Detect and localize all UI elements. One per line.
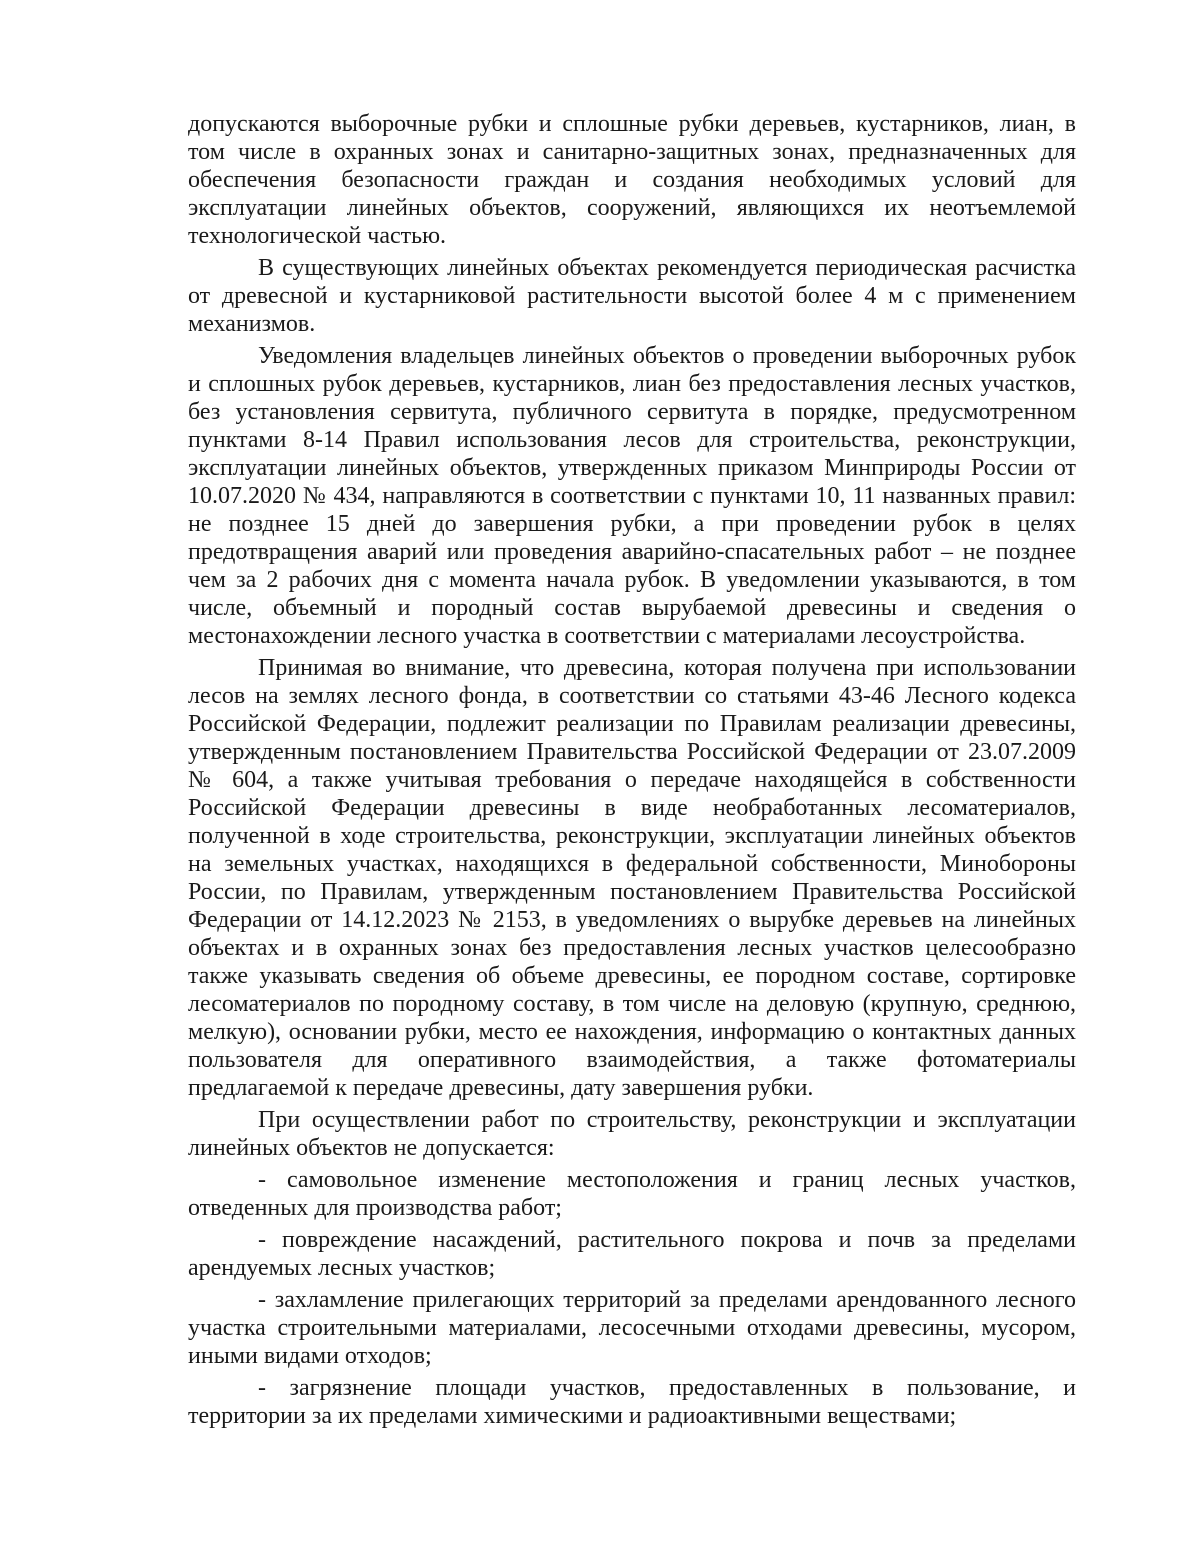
- list-item-littering: - захламление прилегающих территорий за пределами арендованного лесного участка строительными материалами, лесосечными отходами древесины, мусором, иными видами отходов;: [188, 1287, 1076, 1369]
- document-page: [188, 110, 1076, 1434]
- list-item-boundary-change: - самовольное изменение местоположения и границ лесных участков, отведенных для производства работ;: [188, 1167, 1076, 1221]
- list-item-vegetation-damage: - повреждение насаждений, растительного покрова и почв за пределами арендуемых лесных участков;: [188, 1227, 1076, 1281]
- paragraph-clearing-recommendation: В существующих линейных объектах рекомендуется периодическая расчистка от древесной и кустарниковой растительности высотой более 4 м с применением механизмов.: [188, 255, 1076, 337]
- paragraph-prohibitions-intro: При осуществлении работ по строительству, реконструкции и эксплуатации линейных объектов не допускается:: [188, 1107, 1076, 1161]
- paragraph-timber-realization: Принимая во внимание, что древесина, которая получена при использовании лесов на землях лесного фонда, в соответствии со статьями 43-46 Лесного кодекса Российской Федерации, подлежит реализации по Правилам реализации древесины, утвержденным постановлением Правительства Российской Федерации от 23.07.2009 № 604, а также учитывая требования о передаче находящейся в собственности Российской Федерации древесины в виде необработанных лесоматериалов, полученной в ходе строительства, реконструкции, эксплуатации линейных объектов на земельных участках, находящихся в федеральной собственности, Минобороны России, по Правилам, утвержденным постановлением Правительства Российской Федерации от 14.12.2023 № 2153, в уведомлениях о вырубке деревьев на линейных объектах и в охранных зонах без предоставления лесных участков целесообразно также указывать сведения об объеме древесины, ее породном составе, сортировке лесоматериалов по породному составу, в том числе на деловую (крупную, среднюю, мелкую), основании рубки, место ее нахождения, информацию о контактных данных пользователя для оперативного взаимодействия, а также фотоматериалы предлагаемой к передаче древесины, дату завершения рубки.: [188, 655, 1076, 1101]
- paragraph-owner-notifications: Уведомления владельцев линейных объектов о проведении выборочных рубок и сплошных рубок деревьев, кустарников, лиан без предоставления лесных участков, без установления сервитута, публичного сервитута в порядке, предусмотренном пунктами 8-14 Правил использования лесов для строительства, реконструкции, эксплуатации линейных объектов, утвержденных приказом Минприроды России от 10.07.2020 № 434, направляются в соответствии с пунктами 10, 11 названных правил: не позднее 15 дней до завершения рубки, а при проведении рубок в целях предотвращения аварий или проведения аварийно-спасательных работ – не позднее чем за 2 рабочих дня с момента начала рубок. В уведомлении указываются, в том числе, объемный и породный состав вырубаемой древесины и сведения о местонахождении лесного участка в соответствии с материалами лесоустройства.: [188, 343, 1076, 649]
- list-item-pollution: - загрязнение площади участков, предоставленных в пользование, и территории за их пределами химическими и радиоактивными веществами;: [188, 1375, 1076, 1429]
- paragraph-continuation: допускаются выборочные рубки и сплошные рубки деревьев, кустарников, лиан, в том числе в охранных зонах и санитарно-защитных зонах, предназначенных для обеспечения безопасности граждан и создания необходимых условий для эксплуатации линейных объектов, сооружений, являющихся их неотъемлемой технологической частью.: [188, 111, 1076, 249]
